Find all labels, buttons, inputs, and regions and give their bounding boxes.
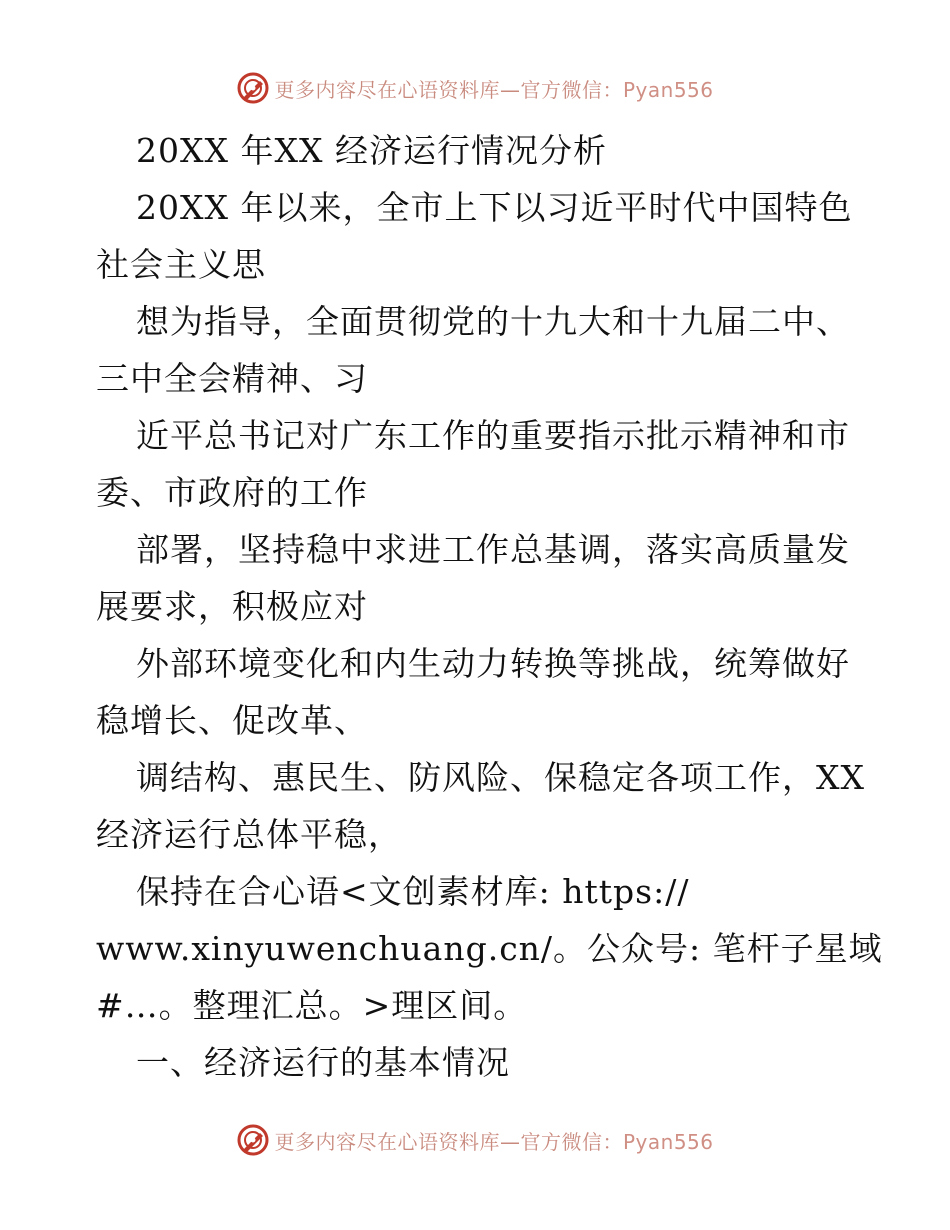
- document-title: 20XX 年XX 经济运行情况分析: [136, 131, 607, 170]
- text-line: 稳增长、促改革、: [96, 701, 368, 740]
- banner-text: 更多内容尽在心语资料库—官方微信：Pyan556: [274, 77, 714, 102]
- text-line: #…。整理汇总。>理区间。: [96, 986, 528, 1025]
- banner-text: 更多内容尽在心语资料库—官方微信：Pyan556: [274, 1129, 714, 1154]
- text-line: 三中全会精神、习: [96, 359, 368, 398]
- text-line: 20XX 年以来，全市上下以习近平时代中国特色: [136, 188, 853, 227]
- text-line: 外部环境变化和内生动力转换等挑战，统筹做好: [136, 644, 850, 683]
- text-line: 展要求，积极应对: [96, 587, 368, 626]
- text-line: 调结构、惠民生、防风险、保稳定各项工作，XX: [136, 758, 865, 797]
- text-line: 想为指导，全面贯彻党的十九大和十九届二中、: [136, 302, 850, 341]
- text-line: 社会主义思: [96, 245, 266, 284]
- wechat-handle: Pyan556: [622, 77, 714, 102]
- footer-watermark-banner: [0, 1120, 950, 1160]
- text-line: 部署，坚持稳中求进工作总基调，落实高质量发: [136, 530, 850, 569]
- text-line: 保持在合心语<文创素材库: https://: [136, 872, 690, 911]
- text-line: www.xinyuwenchuang.cn/。公众号: 笔杆子星域: [96, 929, 883, 968]
- document-body: [96, 122, 883, 1091]
- brand-logo-icon: [236, 1123, 270, 1157]
- header-watermark-banner: [0, 68, 950, 108]
- text-line: 委、市政府的工作: [96, 473, 368, 512]
- text-line: 经济运行总体平稳，: [96, 815, 402, 854]
- wechat-handle: Pyan556: [622, 1129, 714, 1154]
- text-line: 一、经济运行的基本情况: [136, 1043, 510, 1082]
- text-line: 近平总书记对广东工作的重要指示批示精神和市: [136, 416, 850, 455]
- brand-logo-icon: [236, 71, 270, 105]
